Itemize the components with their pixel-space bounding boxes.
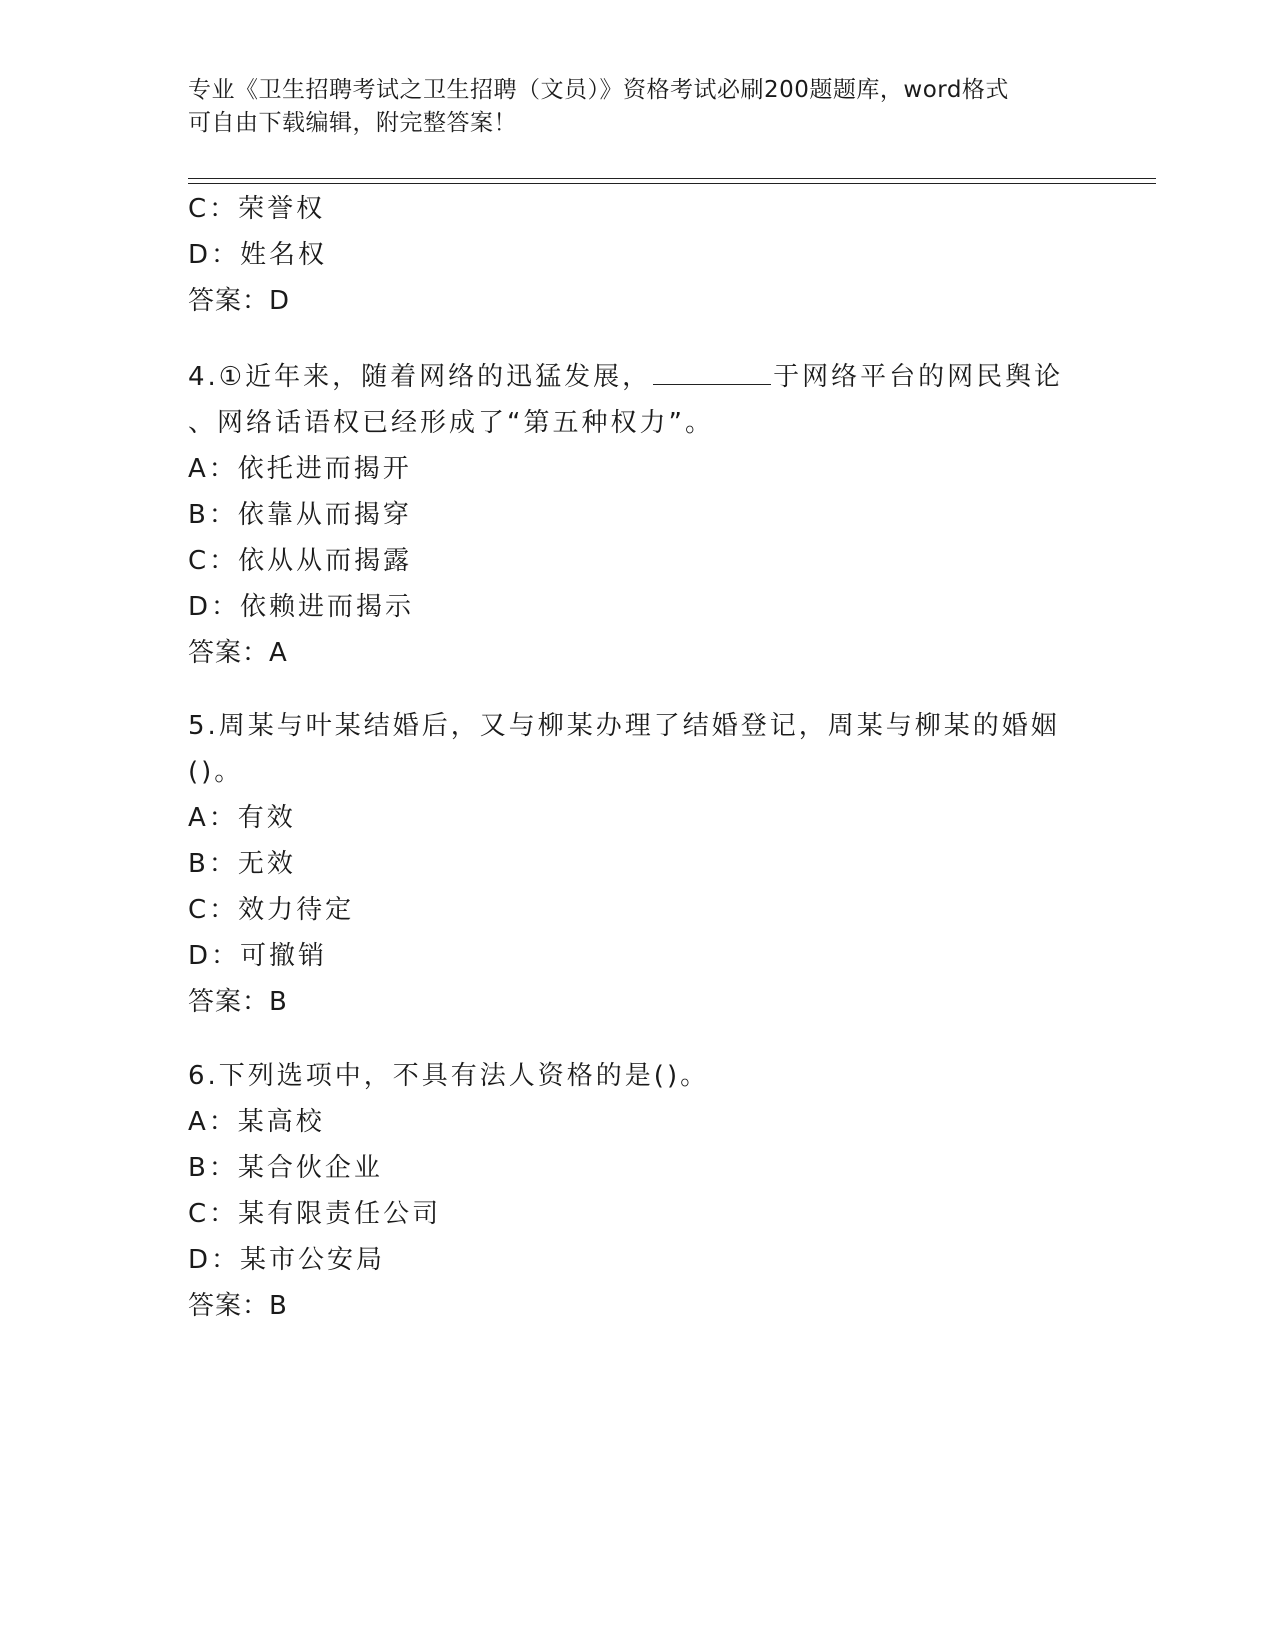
question-text-continued: ()。 xyxy=(188,757,244,787)
option-b: B：某合伙企业 xyxy=(188,1153,383,1183)
option-c: C：荣誉权 xyxy=(188,194,326,224)
answer-line: 答案：A xyxy=(188,638,288,668)
question-text xyxy=(188,354,1088,400)
question-6 xyxy=(188,1053,1088,1329)
question-text-continued: 、网络话语权已经形成了“第五种权力”。 xyxy=(188,408,714,438)
option-c: C：效力待定 xyxy=(188,895,355,925)
question-4 xyxy=(188,354,1088,676)
answer-line: 答案：D xyxy=(188,286,291,316)
option-a: A：有效 xyxy=(188,803,296,833)
question-text: 5.周某与叶某结婚后，又与柳某办理了结婚登记，周某与柳某的婚姻 xyxy=(188,711,1060,741)
option-d: D：依赖进而揭示 xyxy=(188,592,415,622)
question-text-part1: 4.①近年来，随着网络的迅猛发展， xyxy=(188,362,652,392)
document-header xyxy=(188,74,1088,140)
option-b: B：无效 xyxy=(188,849,296,879)
option-a: A：某高校 xyxy=(188,1107,325,1137)
option-d: D：可撤销 xyxy=(188,941,328,971)
question-text: 6.下列选项中，不具有法人资格的是()。 xyxy=(188,1061,710,1091)
option-b: B：依靠从而揭穿 xyxy=(188,500,412,530)
option-d: D：某市公安局 xyxy=(188,1245,386,1275)
question-5 xyxy=(188,703,1088,1025)
question-text-part2: 于网络平台的网民舆论 xyxy=(773,362,1064,392)
option-d: D：姓名权 xyxy=(188,240,328,270)
header-line-1: 专业《卫生招聘考试之卫生招聘（文员）》资格考试必刷200题题库，word格式 xyxy=(188,77,1009,103)
header-rule-bottom xyxy=(188,183,1156,184)
answer-line: 答案：B xyxy=(188,987,288,1017)
answer-line: 答案：B xyxy=(188,1291,288,1321)
header-line-2: 可自由下载编辑，附完整答案！ xyxy=(188,110,517,136)
option-c: C：某有限责任公司 xyxy=(188,1199,442,1229)
fill-blank xyxy=(653,356,771,385)
header-rule-top xyxy=(188,178,1156,179)
option-a: A：依托进而揭开 xyxy=(188,454,412,484)
question-3-partial xyxy=(188,186,1088,324)
option-c: C：依从从而揭露 xyxy=(188,546,413,576)
